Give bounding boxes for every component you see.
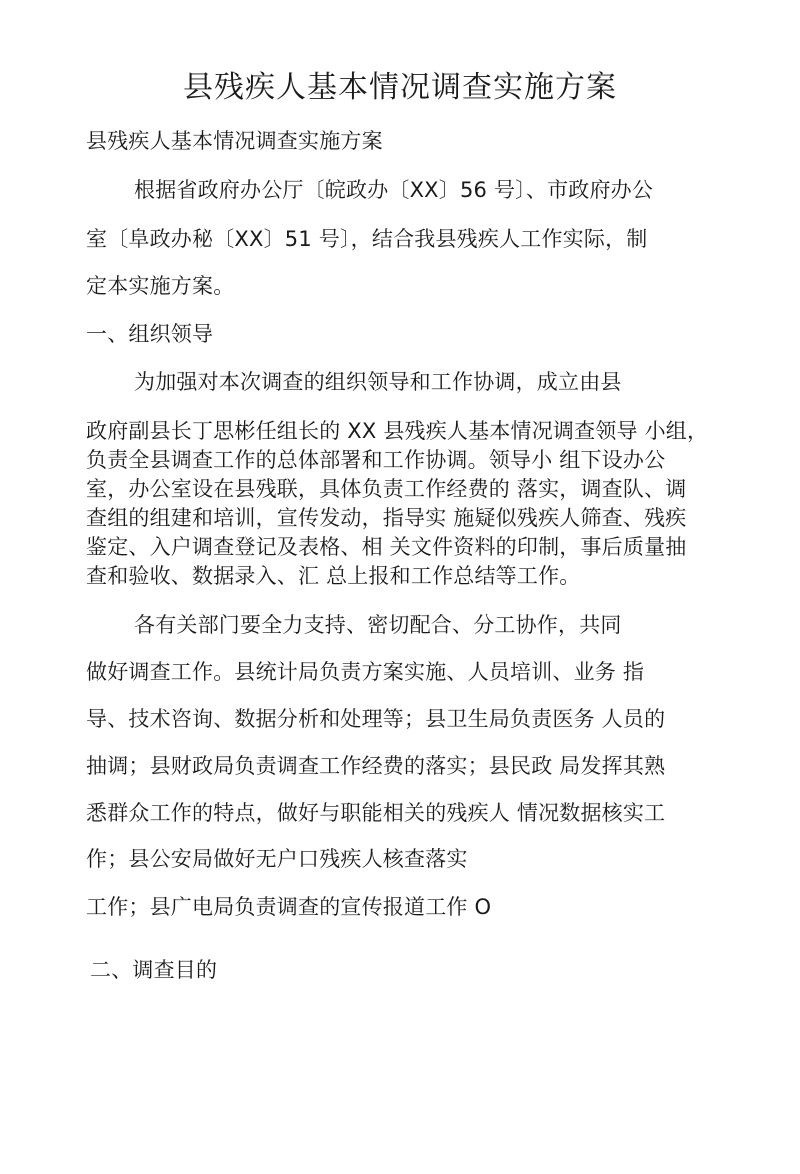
section1-heading: 一、组织领导 bbox=[86, 322, 214, 346]
section1-para2-line-4: 抽调；县财政局负责调查工作经费的落实；县民政 局发挥其熟 bbox=[86, 754, 666, 778]
section1-para1-line-7: 查和验收、数据录入、汇 总上报和工作总结等工作。 bbox=[86, 564, 581, 588]
section1-para1-line-6: 鉴定、入户调查登记及表格、相 关文件资料的印制，事后质量抽 bbox=[86, 535, 687, 559]
section1-para2-line-2: 做好调查工作。县统计局负责方案实施、人员培训、业务 指 bbox=[86, 660, 645, 684]
section1-para1-line-3: 负责全县调查工作的总体部署和工作协调。领导小 组下设办公 bbox=[86, 448, 666, 472]
section1-para1-line-1: 为加强对本次调查的组织领导和工作协调，成立由县 bbox=[134, 370, 622, 394]
section1-para2-line-7: 工作；县广电局负责调查的宣传报道工作 O bbox=[86, 895, 492, 919]
section1-para2-line-5: 悉群众工作的特点，做好与职能相关的残疾人 情况数据核实工 bbox=[86, 801, 666, 825]
document-subtitle: 县残疾人基本情况调查实施方案 bbox=[86, 129, 383, 153]
intro-line-1: 根据省政府办公厅〔皖政办〔XX〕56 号〕、市政府办公 bbox=[134, 178, 654, 202]
document-title: 县残疾人基本情况调查实施方案 bbox=[183, 70, 617, 105]
section1-para2-line-1: 各有关部门要全力支持、密切配合、分工协作，共同 bbox=[134, 613, 622, 637]
section1-para2-line-3: 导、技术咨询、数据分析和处理等；县卫生局负责医务 人员的 bbox=[86, 707, 666, 731]
section1-para1-line-2: 政府副县长丁思彬任组长的 XX 县残疾人基本情况调查领导 小组， bbox=[86, 419, 709, 443]
section1-para2-line-6: 作；县公安局做好无户口残疾人核查落实 bbox=[86, 847, 468, 871]
intro-line-3: 定本实施方案。 bbox=[86, 274, 235, 298]
section1-para1-line-5: 查组的组建和培训，宣传发动，指导实 施疑似残疾人筛查、残疾 bbox=[86, 506, 687, 530]
intro-line-2: 室〔阜政办秘〔XX〕51 号〕，结合我县残疾人工作实际，制 bbox=[86, 227, 648, 251]
section1-para1-line-4: 室，办公室设在县残联，具体负责工作经费的 落实，调查队、调 bbox=[86, 477, 687, 501]
section2-heading: 二、调查目的 bbox=[90, 958, 218, 982]
